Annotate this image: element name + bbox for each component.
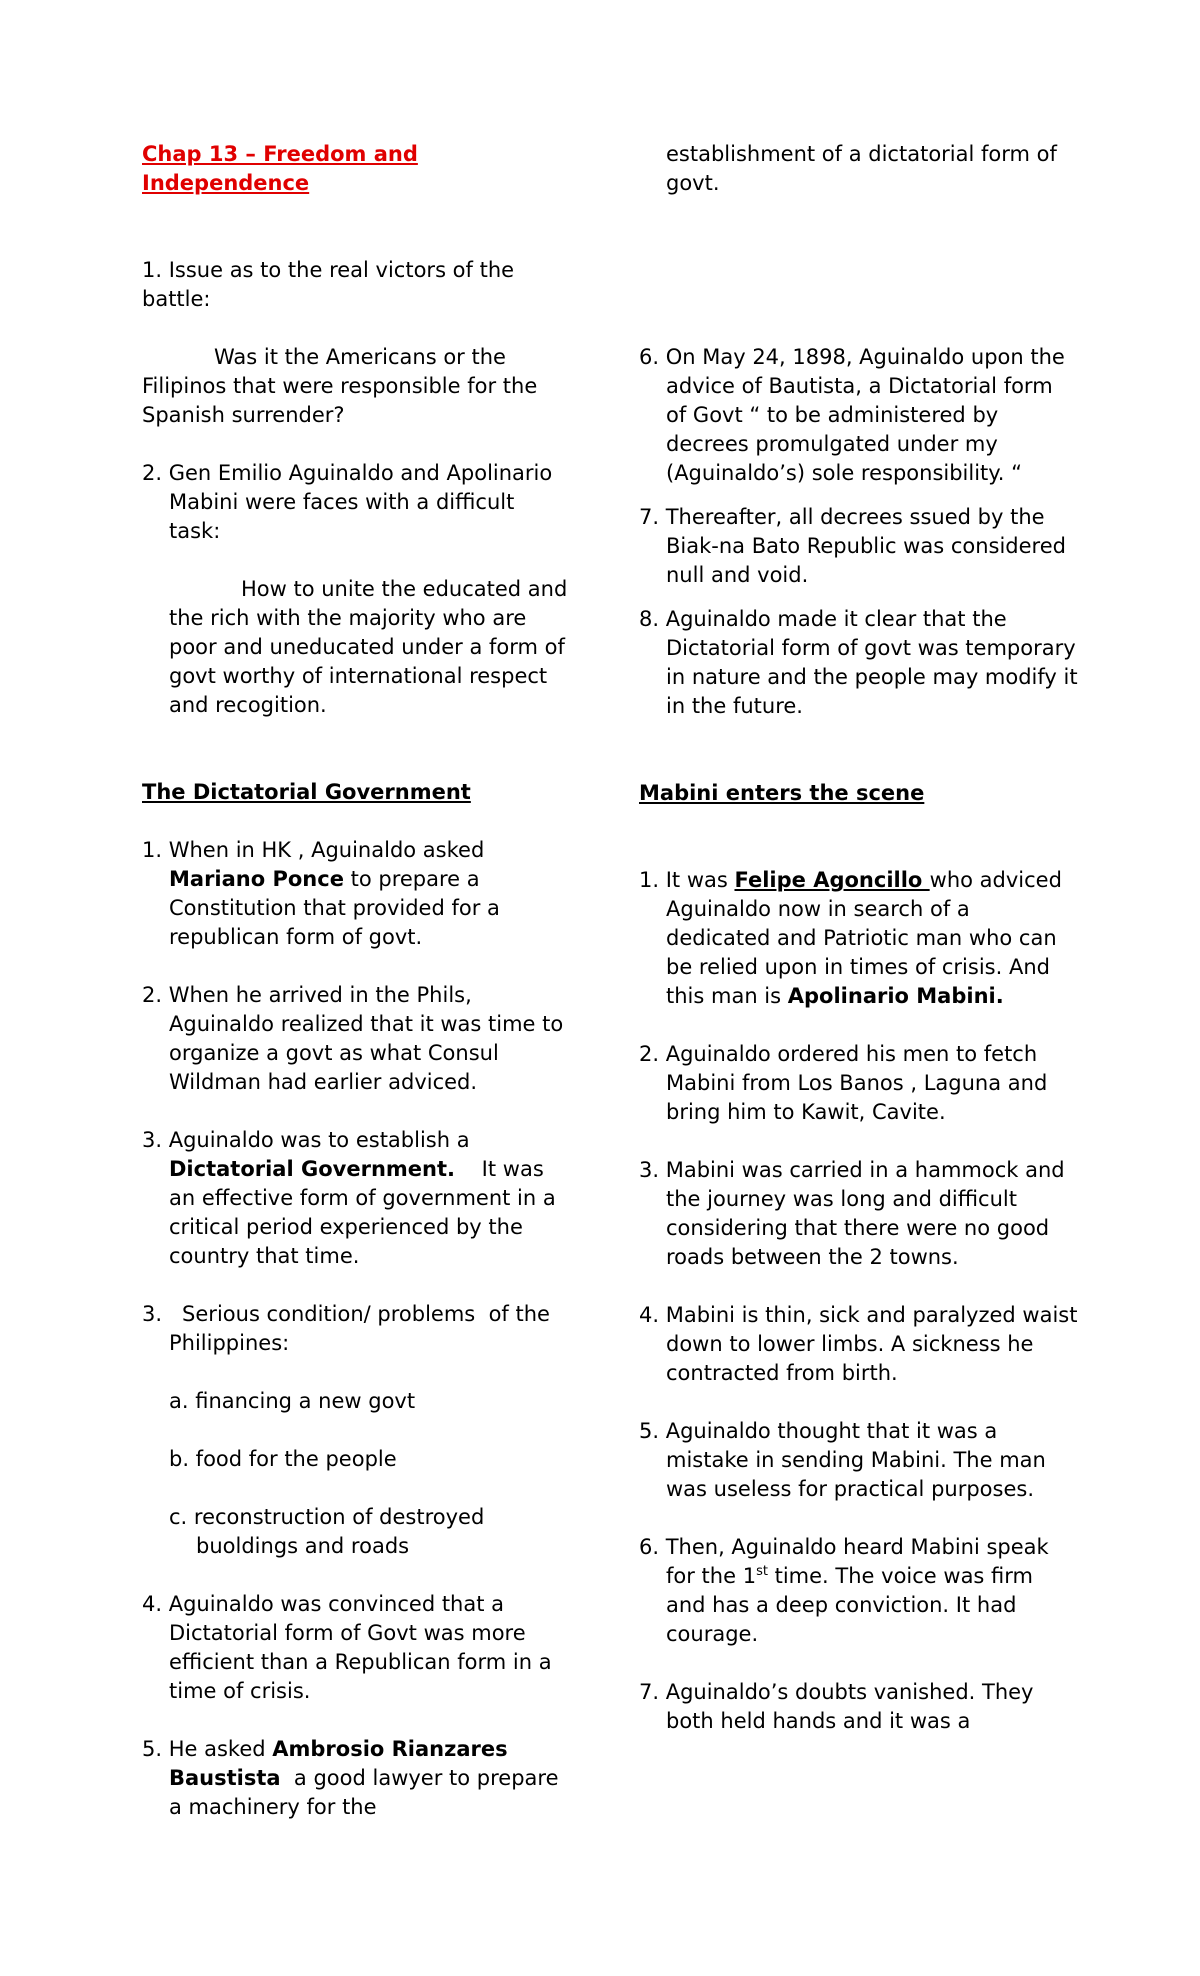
dictatorial-item-3: 3. Aguinaldo was to establish a Dictatorial Government. It was an effective form of government in a critical period experienced by the country that time.: [142, 1128, 563, 1268]
dictatorial-item-6: 6. On May 24, 1898, Aguinaldo upon the advice of Bautista, a Dictatorial form of Govt “ to be administered by decrees promulgated under my (Aguinaldo’s) sole responsibility. “: [639, 345, 1065, 485]
mabini-item-4: 4. Mabini is thin, sick and paralyzed waist down to lower limbs. A sickness he contracted from birth.: [639, 1303, 1078, 1385]
item-5-continuation: establishment of a dictatorial form of govt.: [666, 142, 1057, 195]
chapter-title: Chap 13 – Freedom and Independence: [142, 142, 418, 195]
mabini-item-6: 6. Then, Aguinaldo heard Mabini speak for the 1st time. The voice was firm and has a deep conviction. It had courage.: [639, 1535, 1049, 1646]
dictatorial-item-1: 1. When in HK , Aguinaldo asked Mariano Ponce to prepare a Constitution that provided for a republican form of govt.: [142, 838, 500, 949]
right-column: [639, 140, 1079, 1736]
issue-item-1-detail: Was it the Americans or the Filipinos that were responsible for the Spanish surrender?: [142, 345, 538, 427]
problem-sub-item-b: b. food for the people: [169, 1447, 397, 1471]
problem-sub-item-a: a. financing a new govt: [169, 1389, 416, 1413]
mabini-item-3: 3. Mabini was carried in a hammock and the journey was long and difficult considering that there were no good roads between the 2 towns.: [639, 1158, 1065, 1269]
dictatorial-item-2: 2. When he arrived in the Phils, Aguinaldo realized that it was time to organize a govt as what Consul Wildman had earlier adviced.: [142, 983, 564, 1094]
dictatorial-item-4: 4. Aguinaldo was convinced that a Dictatorial form of Govt was more efficient than a Republican form in a time of crisis.: [142, 1592, 552, 1703]
dictatorial-item-7: 7. Thereafter, all decrees ssued by the Biak-na Bato Republic was considered null and void.: [639, 505, 1066, 587]
section-heading-mabini: Mabini enters the scene: [639, 781, 925, 805]
dictatorial-item-3b: 3. Serious condition/ problems of the Philippines:: [142, 1302, 557, 1355]
section-heading-dictatorial-government: The Dictatorial Government: [142, 780, 471, 804]
issue-item-2-detail: How to unite the educated and the rich with the majority who are poor and uneducated under a form of govt worthy of international respect and recogition.: [169, 577, 568, 717]
issue-item-2: 2. Gen Emilio Aguinaldo and Apolinario Mabini were faces with a difficult task:: [142, 461, 553, 543]
dictatorial-item-5: 5. He asked Ambrosio Rianzares Baustista a good lawyer to prepare a machinery for the: [142, 1737, 566, 1819]
dictatorial-item-8: 8. Aguinaldo made it clear that the Dictatorial form of govt was temporary in nature and the people may modify it in the future.: [639, 607, 1078, 718]
mabini-item-5: 5. Aguinaldo thought that it was a mistake in sending Mabini. The man was useless for practical purposes.: [639, 1419, 1046, 1501]
mabini-item-7: 7. Aguinaldo’s doubts vanished. They both held hands and it was a: [639, 1680, 1034, 1733]
issue-item-1: 1. Issue as to the real victors of the battle:: [142, 258, 515, 311]
mabini-item-2: 2. Aguinaldo ordered his men to fetch Mabini from Los Banos , Laguna and bring him to Kawit, Cavite.: [639, 1042, 1048, 1124]
problem-sub-item-c: c. reconstruction of destroyed buoldings and roads: [169, 1505, 485, 1558]
mabini-item-1: 1. It was Felipe Agoncillo who adviced Aguinaldo now in search of a dedicated and Patriotic man who can be relied upon in times of crisis. And this man is Apolinario Mabini.: [639, 868, 1062, 1008]
left-column: [142, 140, 572, 1822]
